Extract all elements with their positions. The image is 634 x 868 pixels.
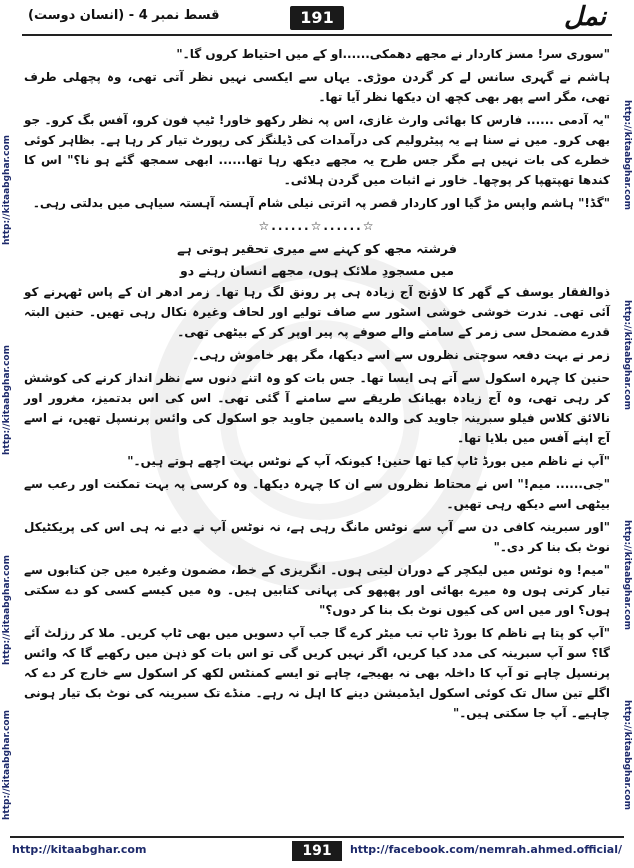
verse-line-1: فرشتہ مجھ کو کہنے سے میری تحقیر ہوتی ہے xyxy=(177,241,457,256)
page-number-bottom: 191 xyxy=(292,841,342,861)
paragraph: "اور سبرینہ کافی دن سے آپ سے نوٹس مانگ رہی ہے، نہ نوٹس آپ نے دیے نہ ہی اس کی پریکٹیکل نوٹ بک بنا کر دی۔" xyxy=(24,520,610,554)
series-title: قسط نمبر 4 - (انسان دوست) xyxy=(28,8,220,23)
page-header xyxy=(0,0,634,38)
footer-website-link[interactable]: http://kitaabghar.com xyxy=(12,843,147,856)
paragraph: ہاشم نے گہری سانس لے کر گردن موڑی۔ یہاں سے ایکسی نہیں نظر آتی تھی، وہ پچھلی طرف تھی، مگر اسے پھر بھی کچھ ان دیکھا نظر آیا تھا۔ xyxy=(24,70,610,104)
story-body xyxy=(24,44,610,726)
paragraph: "آپ نے ناظم میں بورڈ ٹاپ کیا تھا حنین! کیونکہ آپ کے نوٹس بہت اچھے ہوتے ہیں۔" xyxy=(127,454,610,468)
verse-line-2: میں مسجودِ ملائک ہوں، مجھے انسان رہنے دو xyxy=(179,263,455,278)
side-link-left-3[interactable]: http://kitaabghar.com xyxy=(2,555,12,665)
side-link-left-1[interactable]: http://kitaabghar.com xyxy=(2,135,12,245)
header-divider xyxy=(22,34,612,36)
side-link-right-1[interactable]: http://kitaabghar.com xyxy=(622,100,632,210)
magazine-logo: نمل xyxy=(564,2,606,32)
paragraph: حنین کا چہرہ اسکول سے آتے ہی ایسا تھا۔ جس بات کو وہ اتنے دنوں سے نظر انداز کرنے کی کوشش کر رہی تھی، وہ آج زیادہ بھیانک طریقے سے سامنے آ گئی تھی۔ اس کی اس بدتمیز، مغرور اور نالائق کلاس فیلو سبرینہ جاوید کی والدہ یاسمین جاوید جو اسکول کی وائس پرنسپل تھیں، نے اسے آج اپنے آفس میں بلایا تھا۔ xyxy=(24,371,610,445)
paragraph: "میم! وہ نوٹس میں لیکچر کے دوران لیتی ہوں۔ انگریزی کے خط، مضمون وغیرہ میں جن کتابوں سے تیار کرتی ہوں وہ میرے بھائی اور پھپھو کی پہانی کتابیں ہیں۔ وہ میں کیسے کسی کو دے سکتی ہوں؟ اور میں اس کی کیوں نوٹ بک بنا کر دوں؟" xyxy=(24,563,611,617)
side-link-left-2[interactable]: http://kitaabghar.com xyxy=(2,345,12,455)
paragraph: "یہ آدمی ...... فارس کا بھائی وارث غازی، اس پہ نظر رکھو خاور! ٹیپ فون کرو، آفس بگ کرو۔ جو بھی کرو۔ میں نے سنا ہے یہ پیٹرولیم کی درآمدات کی ڈیلنگز کی رپورٹ تیار کر رہا ہے۔ بظاہر کوئی خطرے کی بات نہیں ہے مگر جس طرح یہ مجھے دیکھ رہا تھا...... ابھی سمجھ گئے ہو نا؟" اس کا کندھا تھپتھپا کر پوچھا۔ خاور نے اثبات میں گردن ہلائی۔ xyxy=(24,113,610,187)
paragraph: ذوالفقار یوسف کے گھر کا لاؤنج آج زیادہ ہی پر رونق لگ رہا تھا۔ زمر ادھر ان کے پاس ٹھہرنے کو آئی تھی۔ ندرت خوشی خوشی اسٹور سے صاف تولیے اور لحاف وغیرہ نکال رہی تھیں۔ حنین البتہ قدرے مضمحل سی زمر کے سامنے والے صوفے پہ پیر اوپر کر کے بیٹھی تھی۔ xyxy=(24,285,610,339)
side-link-right-3[interactable]: http://kitaabghar.com xyxy=(622,520,632,630)
page-number-top: 191 xyxy=(290,6,344,30)
paragraph: "آپ کو پتا ہے ناظم کا بورڈ ٹاپ تب میٹر کرے گا جب آپ دسویں میں بھی ٹاپ کریں۔ ملا کر رزلٹ آئے گا؟ سو آپ سبرینہ کی مدد کیا کریں، اگر نہیں کریں گی تو اس بات کو ذہن میں رکھیے گا کہ وائس پرنسپل چاہے تو آپ کا داخلہ بھی نہ بھیجے، چاہے تو ایسے کمنٹس لکھ کر اسکول سے خارج کر دے کہ اگلے تین سال تک کوئی اسکول ایڈمیشن دینے کا اہل نہ رہے۔ منڈے تک سبرینہ کی نوٹ بک تیار ہونی چاہیے۔ آپ جا سکتی ہیں۔" xyxy=(24,626,610,720)
side-link-left-4[interactable]: http://kitaabghar.com xyxy=(2,710,12,820)
section-break: ☆......☆......☆ xyxy=(258,219,376,233)
paragraph: "جی...... میم!" اس نے محتاط نظروں سے ان کا چہرہ دیکھا۔ وہ کرسی پہ بہت تمکنت اور رعب سے بیٹھی اسے دیکھ رہی تھیں۔ xyxy=(24,477,610,511)
paragraph: "گڈ!" ہاشم واپس مڑ گیا اور کاردار قصر پہ اترتی نیلی شام آہستہ آہستہ سیاہی میں بدلتی رہی۔ xyxy=(32,196,610,210)
footer-facebook-link[interactable]: http://facebook.com/nemrah.ahmed.official/ xyxy=(349,843,622,856)
side-link-right-4[interactable]: http://kitaabghar.com xyxy=(622,700,632,810)
paragraph: زمر نے بہت دفعہ سوچتی نظروں سے اسے دیکھا، مگر پھر خاموش رہی۔ xyxy=(192,348,610,362)
side-link-right-2[interactable]: http://kitaabghar.com xyxy=(622,300,632,410)
paragraph: "سوری سر! مسز کاردار نے مجھے دھمکی......او کے میں احتیاط کروں گا۔" xyxy=(176,47,610,61)
footer-divider xyxy=(10,836,624,838)
